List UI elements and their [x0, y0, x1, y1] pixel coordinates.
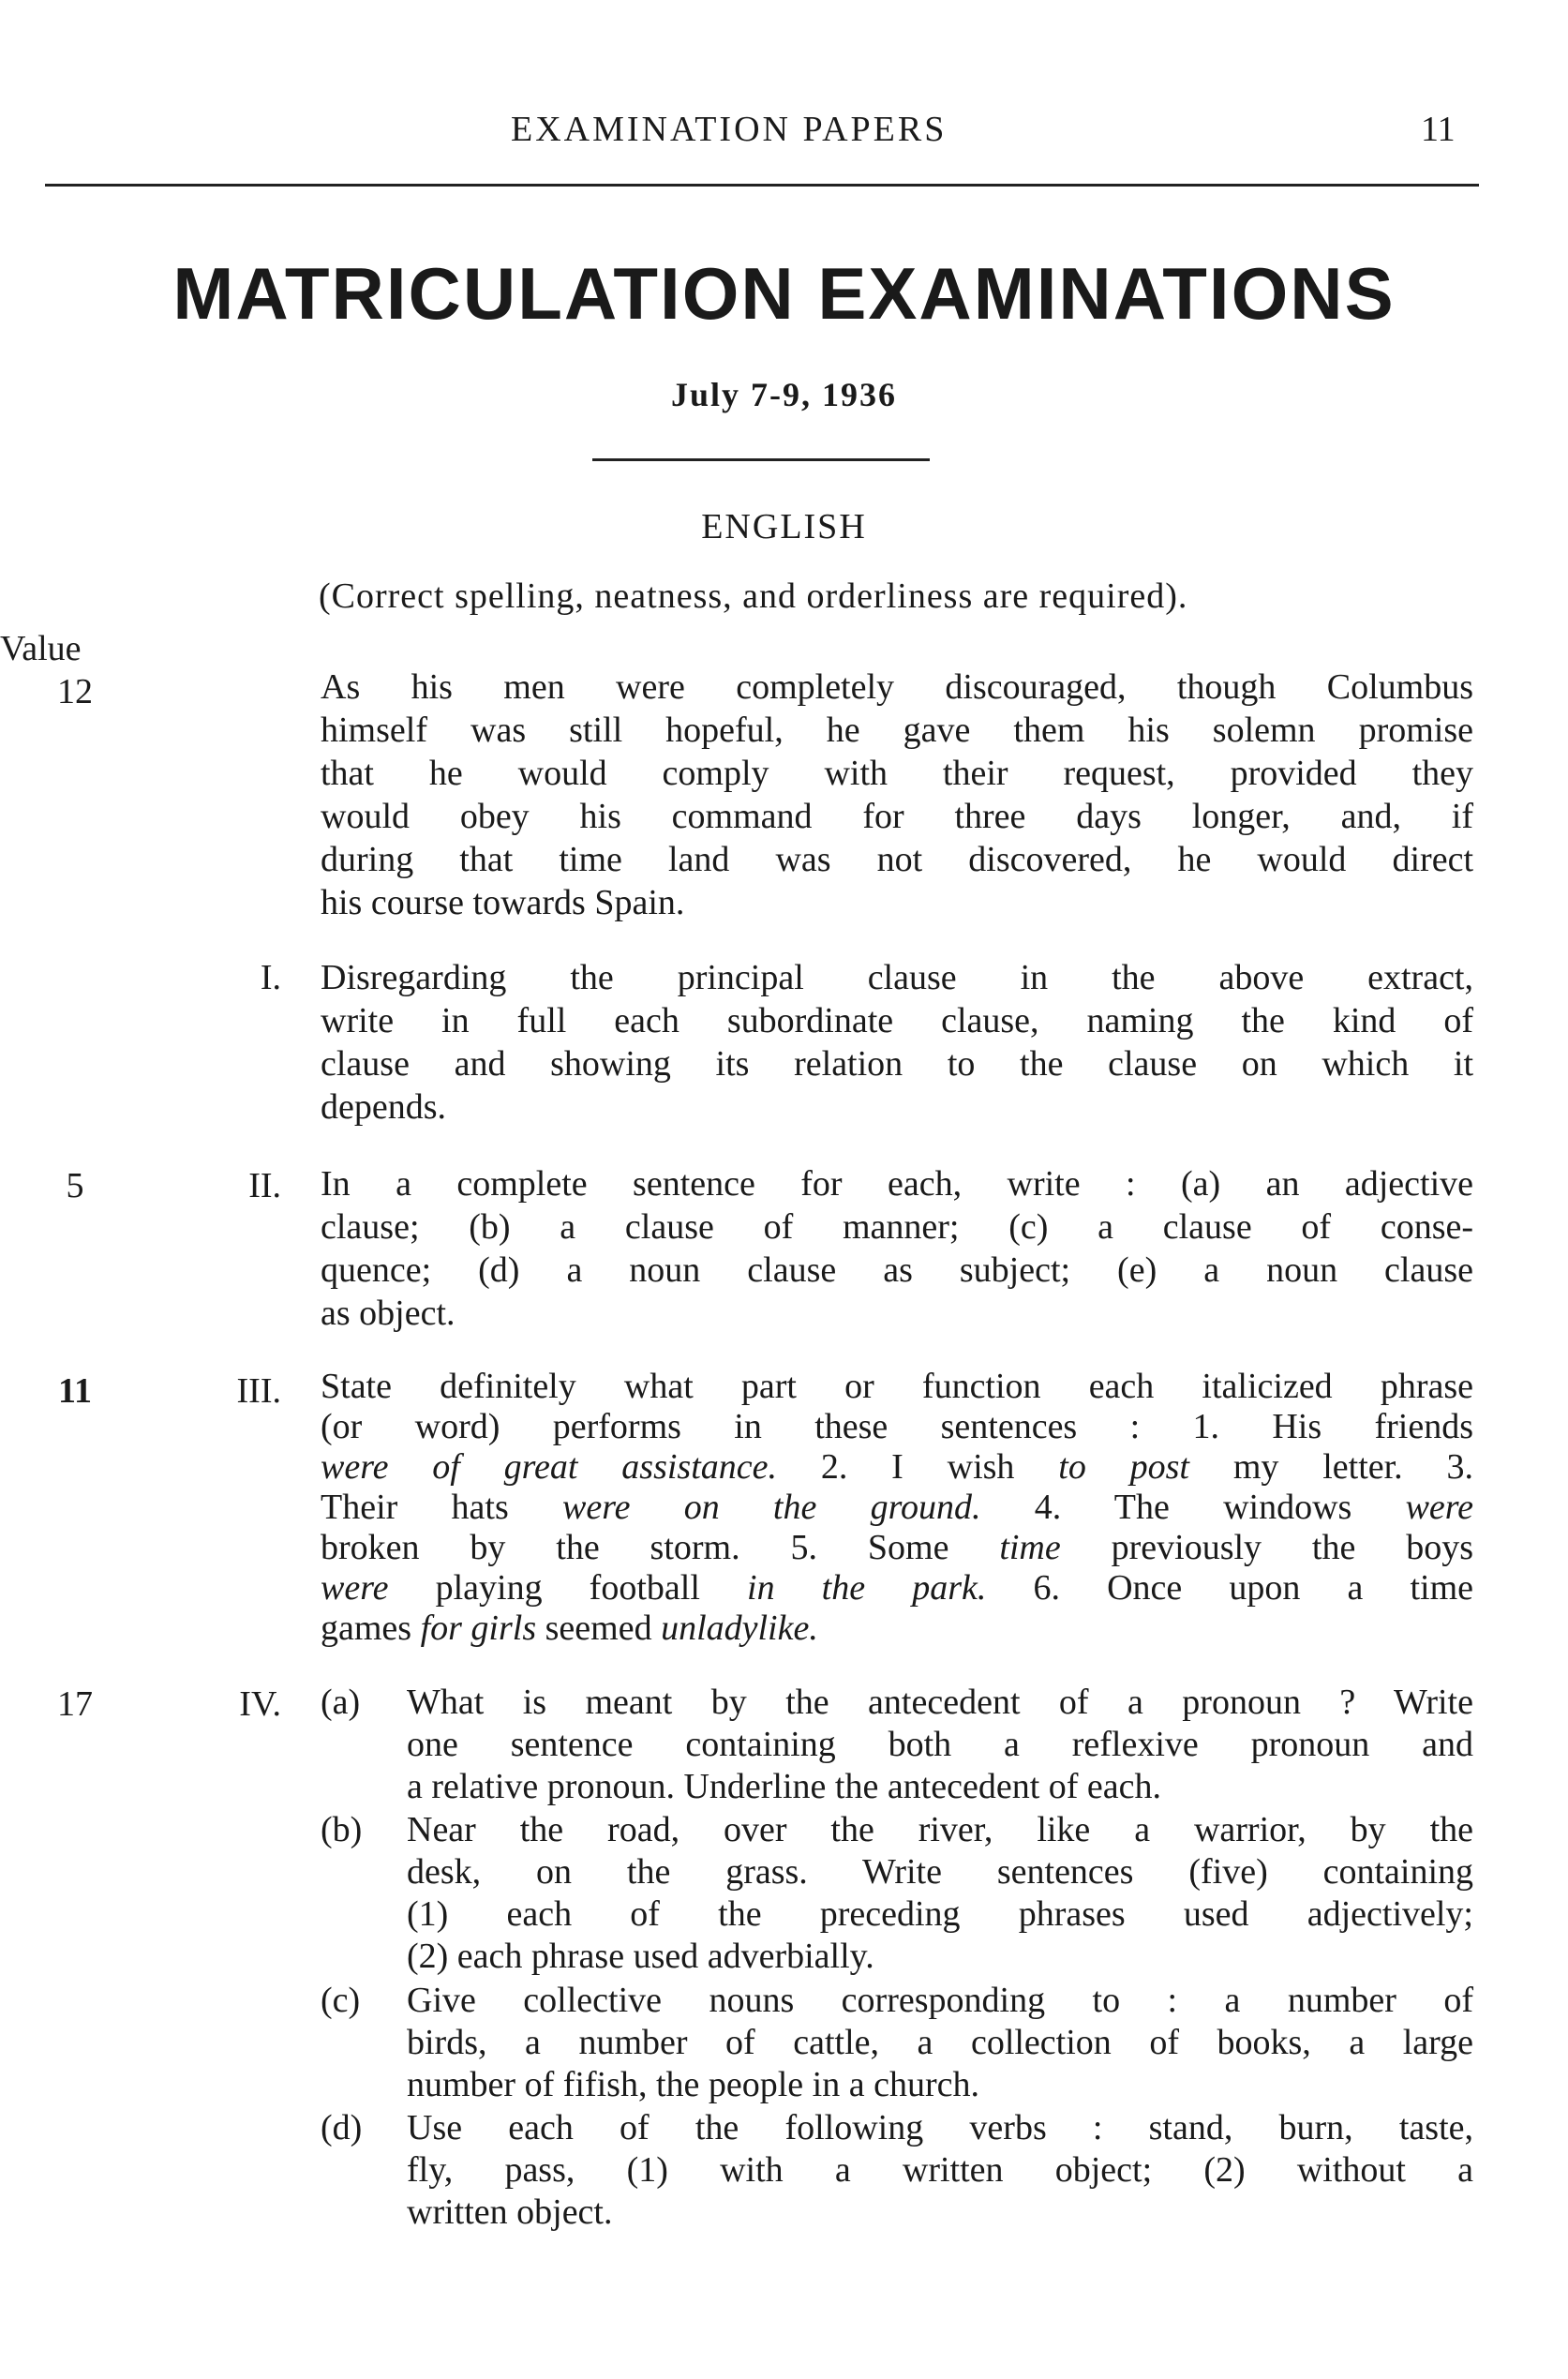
part-line: Give collective nouns corresponding to : a number of — [407, 1981, 1473, 2020]
passage-line: his course towards Spain. — [321, 883, 685, 922]
passage-line: that he would comply with their request, provided they — [321, 754, 1473, 793]
question-1 — [321, 956, 1473, 1129]
question-line: clause and showing its relation to the clause on which it — [321, 1044, 1473, 1084]
question-line: Disregarding the principal clause in the above extract, — [321, 958, 1473, 997]
passage-line: himself was still hopeful, he gave them his solemn promise — [321, 711, 1473, 750]
part-line: fly, pass, (1) with a written object; (2) without a — [407, 2150, 1473, 2190]
italic-phrase: were — [321, 1568, 389, 1608]
question-line: State definitely what part or function each italicized phrase — [321, 1367, 1473, 1406]
part-line: birds, a number of cattle, a collection of books, a large — [407, 2023, 1473, 2062]
passage-line: would obey his command for three days longer, and, if — [321, 797, 1473, 836]
italic-phrase: unladylike. — [661, 1608, 818, 1648]
question-line: clause; (b) a clause of manner; (c) a clause of conse- — [321, 1207, 1473, 1247]
question-line: Their hats were on the ground. 4. The windows were — [321, 1488, 1474, 1527]
italic-phrase: to post — [1058, 1447, 1189, 1487]
italic-phrase: time — [999, 1528, 1061, 1567]
question-line: broken by the storm. 5. Some time previously the boys — [321, 1528, 1474, 1567]
page-number: 11 — [1421, 110, 1456, 149]
italic-phrase: in the park. — [747, 1568, 987, 1608]
question-line: quence; (d) a noun clause as subject; (e) a noun clause — [321, 1250, 1473, 1290]
part-line: Use each of the following verbs : stand, burn, taste, — [407, 2108, 1473, 2147]
passage — [321, 666, 1473, 924]
part-line: (2) each phrase used adverbially. — [407, 1937, 874, 1976]
part-line: one sentence containing both a reflexive pronoun and — [407, 1725, 1473, 1764]
question-4a — [321, 1682, 1473, 1808]
instructions: (Correct spelling, neatness, and orderliness are required). — [319, 576, 1188, 616]
question-4d — [321, 2107, 1473, 2234]
subject-heading: ENGLISH — [701, 507, 867, 546]
question-line: were of great assistance. 2. I wish to post my letter. 3. — [321, 1447, 1473, 1487]
italic-phrase: were on the ground. — [562, 1488, 981, 1527]
question-value: 5 — [66, 1166, 84, 1205]
part-letter: (d) — [321, 2108, 363, 2147]
question-4b — [321, 1809, 1473, 1978]
part-line: written object. — [407, 2192, 613, 2232]
part-line: a relative pronoun. Underline the antecedent of each. — [407, 1767, 1162, 1806]
question-numeral: IV. — [239, 1684, 281, 1724]
question-numeral: I. — [260, 958, 281, 997]
question-line: (or word) performs in these sentences : 1. His friends — [321, 1407, 1473, 1446]
part-line: What is meant by the antecedent of a pronoun ? Write — [407, 1683, 1473, 1722]
question-3 — [321, 1367, 1473, 1649]
passage-value: 12 — [57, 672, 93, 711]
value-column-label: Value — [0, 629, 82, 668]
part-line: number of fifish, the people in a church. — [407, 2065, 979, 2104]
part-letter: (b) — [321, 1810, 363, 1849]
header-rule — [45, 184, 1479, 187]
part-letter: (c) — [321, 1981, 361, 2020]
part-line: Near the road, over the river, like a warrior, by the — [407, 1810, 1473, 1849]
question-line: games for girls seemed unladylike. — [321, 1608, 818, 1648]
part-line: desk, on the grass. Write sentences (five) containing — [407, 1852, 1473, 1892]
question-line: write in full each subordinate clause, naming the kind of — [321, 1001, 1473, 1040]
part-body — [407, 2107, 1473, 2234]
passage-line: As his men were completely discouraged, though Columbus — [321, 667, 1473, 707]
question-numeral: II. — [248, 1166, 281, 1205]
part-line: (1) each of the preceding phrases used adjectively; — [407, 1894, 1473, 1934]
question-line: In a complete sentence for each, write : (a) an adjective — [321, 1164, 1473, 1204]
part-body — [407, 1809, 1473, 1978]
italic-phrase: for girls — [420, 1608, 537, 1648]
running-header — [0, 105, 1568, 161]
italic-phrase: were — [1405, 1488, 1474, 1527]
running-title: EXAMINATION PAPERS — [511, 110, 948, 149]
question-line: depends. — [321, 1087, 447, 1127]
question-value: 11 — [58, 1371, 92, 1411]
page-title: MATRICULATION EXAMINATIONS — [172, 252, 1396, 335]
passage-line: during that time land was not discovered, he would direct — [321, 840, 1473, 879]
title-rule — [592, 458, 930, 461]
exam-date: July 7-9, 1936 — [670, 376, 897, 413]
question-line: as object. — [321, 1294, 455, 1333]
italic-phrase: were of great assistance. — [321, 1447, 778, 1487]
question-2 — [321, 1162, 1473, 1335]
question-numeral: III. — [236, 1371, 281, 1411]
part-letter: (a) — [321, 1683, 361, 1722]
question-line: were playing football in the park. 6. Once upon a time — [321, 1568, 1474, 1608]
part-body — [407, 1682, 1473, 1808]
question-value: 17 — [57, 1684, 93, 1724]
question-4c — [321, 1980, 1473, 2106]
part-body — [407, 1980, 1473, 2106]
